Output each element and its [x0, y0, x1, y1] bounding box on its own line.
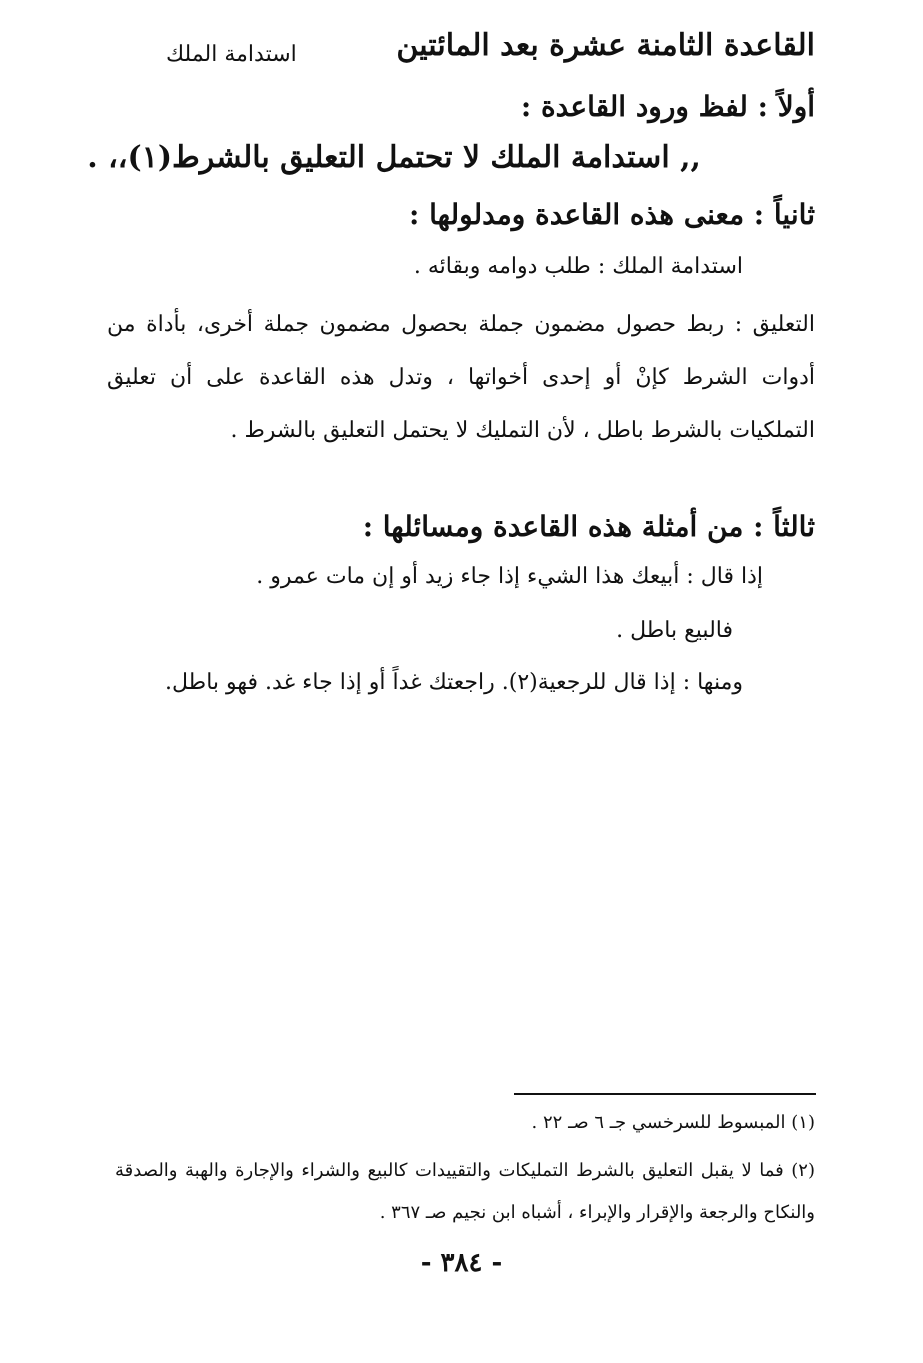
section-heading-1: أولاً : لفظ ورود القاعدة : — [520, 90, 815, 123]
rule-statement: ,, استدامة الملك لا تحتمل التعليق بالشرط(١)،، . — [87, 140, 701, 175]
example-1-result: فالبيع باطل . — [616, 618, 733, 643]
definition-paragraph: التعليق : ربط حصول مضمون جملة بحصول مضمون جملة أخرى، بأداة من أدوات الشرط كإنْ أو إحدى أخواتها ، وتدل هذه القاعدة على أن تعليق التملكيات بالشرط باطل ، لأن التمليك لا يحتمل التعليق بالشرط . — [107, 312, 815, 443]
footnote-divider — [514, 1093, 816, 1095]
example-2: ومنها : إذا قال للرجعية(٢). راجعتك غداً أو إذا جاء غد. فهو باطل. — [165, 670, 743, 695]
section-heading-2: ثانياً : معنى هذه القاعدة ومدلولها : — [409, 198, 815, 231]
example-1: إذا قال : أبيعك هذا الشيء إذا جاء زيد أو إن مات عمرو . — [256, 564, 763, 589]
footnote-1: (١) المبسوط للسرخسي جـ ٦ صـ ٢٢ . — [531, 1112, 815, 1133]
section-heading-3: ثالثاً : من أمثلة هذه القاعدة ومسائلها : — [362, 510, 815, 543]
footnote-2: (٢) فما لا يقبل التعليق بالشرط التمليكات والتقييدات كالبيع والشراء والإجارة والهبة والصدقة والنكاح والرجعة والإقرار والإبراء ، أشباه ابن نجيم صـ ٣٦٧ . — [115, 1160, 815, 1223]
running-header-topic: استدامة الملك — [166, 42, 297, 67]
page-number: - ٣٨٤ - — [420, 1248, 503, 1278]
definition-line: استدامة الملك : طلب دوامه وبقائه . — [413, 254, 743, 279]
running-header-title: القاعدة الثامنة عشرة بعد المائتين — [396, 28, 815, 63]
